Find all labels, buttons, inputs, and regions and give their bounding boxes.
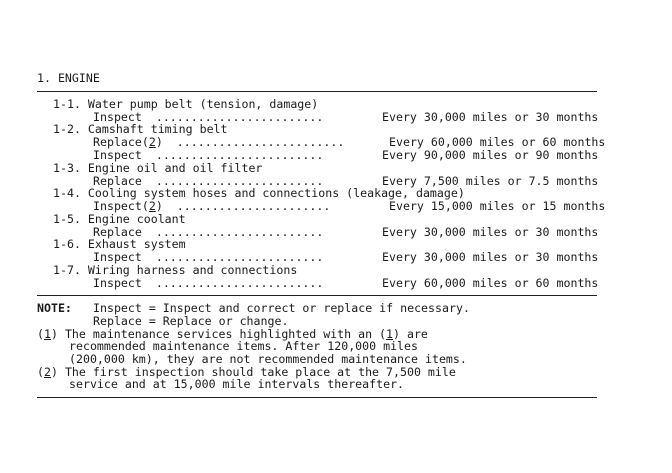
note-inspect-definition: Inspect = Inspect and correct or replace if necessary. [93,301,470,315]
footnote-1-line-3: (200,000 km), they are not recommended maintenance items. [69,352,467,366]
item-1-2-replace-row: Replace(2) ........................ [93,135,345,149]
note-ref-2: 2 [148,199,156,213]
item-1-7-interval: Every 60,000 miles or 60 months [382,276,599,290]
bottom-divider [37,397,597,398]
item-1-5-interval: Every 30,000 miles or 30 months [382,225,599,239]
item-1-6-inspect-row: Inspect ........................ [93,250,324,264]
note-label: NOTE: [37,301,72,315]
footnote-1-line-2: recommended maintenance items. After 120,000 miles [69,339,419,353]
item-1-1-title: 1-1. Water pump belt (tension, damage) [53,97,319,111]
top-divider [37,91,597,92]
item-1-3-replace-row: Replace ........................ [93,174,324,188]
item-1-2-title: 1-2. Camshaft timing belt [53,122,228,136]
footnote-2-line-2: service and at 15,000 mile intervals thereafter. [69,377,405,391]
item-1-2-interval-replace: Every 60,000 miles or 60 months [389,135,606,149]
item-1-5-title: 1-5. Engine coolant [53,212,186,226]
section-title: 1. ENGINE [37,71,100,85]
item-1-5-replace-row: Replace ........................ [93,225,324,239]
item-1-6-interval: Every 30,000 miles or 30 months [382,250,599,264]
item-1-2-inspect-row: Inspect ........................ [93,148,324,162]
item-1-6-title: 1-6. Exhaust system [53,237,186,251]
item-1-3-interval: Every 7,500 miles or 7.5 months [382,174,599,188]
item-1-4-title: 1-4. Cooling system hoses and connections (leakage, damage) [53,186,465,200]
footnote-2-line-1: (2) The first inspection should take place at the 7,500 mile [37,365,456,379]
footnote-1-line-1: (1) The maintenance services highlighted with an (1) are [37,327,428,341]
item-1-3-title: 1-3. Engine oil and oil filter [53,161,263,175]
item-1-2-interval-inspect: Every 90,000 miles or 90 months [382,148,599,162]
item-1-7-title: 1-7. Wiring harness and connections [53,263,298,277]
note-replace-definition: Replace = Replace or change. [93,314,289,328]
item-1-4-inspect-row: Inspect(2) ...................... [93,199,331,213]
item-1-1-inspect-row: Inspect ........................ [93,110,324,124]
item-1-7-inspect-row: Inspect ........................ [93,276,324,290]
middle-divider [37,295,597,296]
item-1-1-interval: Every 30,000 miles or 30 months [382,110,599,124]
item-1-4-interval: Every 15,000 miles or 15 months [389,199,606,213]
note-ref-2: 2 [148,135,156,149]
